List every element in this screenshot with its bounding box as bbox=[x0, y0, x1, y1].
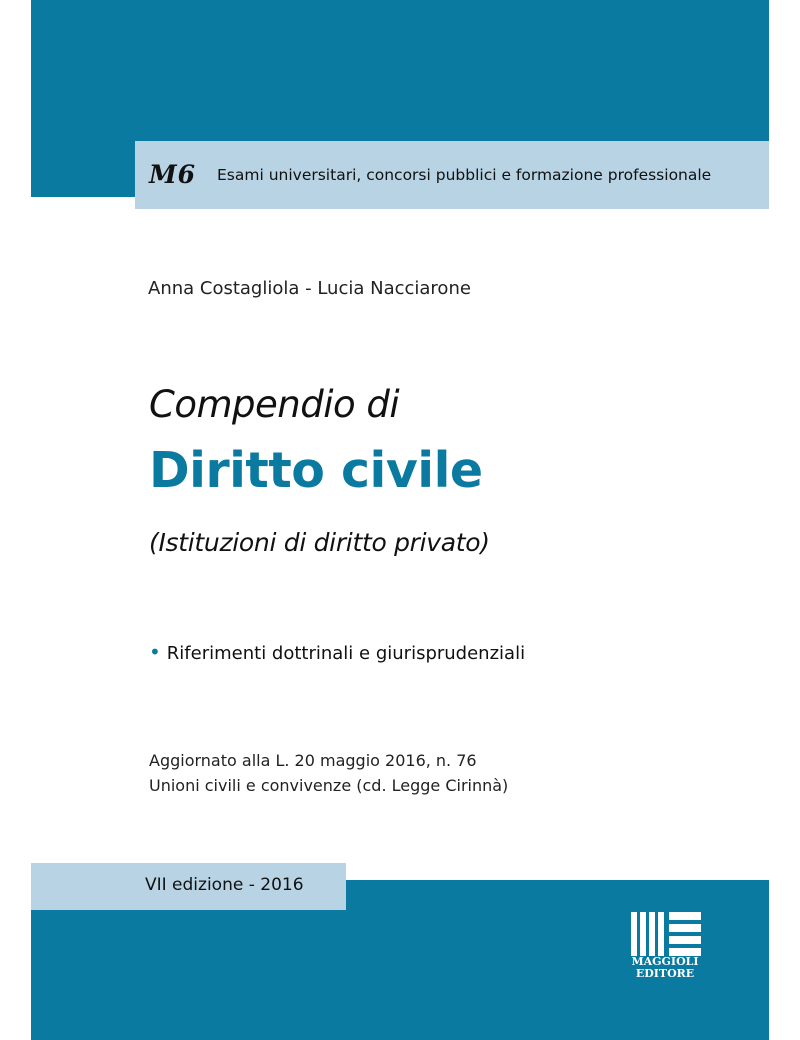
feature-text: Riferimenti dottrinali e giurisprudenziali bbox=[166, 643, 526, 664]
publisher-logo bbox=[613, 912, 717, 982]
authors: Anna Costagliola - Lucia Nacciarone bbox=[148, 278, 471, 299]
update-line-1: Aggiornato alla L. 20 maggio 2016, n. 76 bbox=[149, 751, 477, 770]
feature-item bbox=[149, 640, 525, 664]
update-note bbox=[149, 748, 508, 798]
book-cover bbox=[31, 0, 769, 1040]
series-bar bbox=[135, 141, 769, 209]
edition-text: VII edizione - 2016 bbox=[145, 875, 304, 895]
publisher-name: MAGGIOLI bbox=[631, 955, 699, 968]
publisher-label: EDITORE bbox=[635, 967, 695, 980]
series-text: Esami universitari, concorsi pubblici e formazione professionale bbox=[217, 166, 712, 184]
book-subtitle: (Istituzioni di diritto privato) bbox=[149, 528, 490, 557]
pre-title: Compendio di bbox=[149, 383, 400, 426]
bullet-icon: • bbox=[149, 640, 161, 664]
update-line-2: Unioni civili e convivenze (cd. Legge Cirinnà) bbox=[149, 776, 509, 795]
series-code: M6 bbox=[149, 160, 197, 189]
maggioli-logo-icon bbox=[631, 912, 701, 956]
book-title: Diritto civile bbox=[149, 442, 483, 499]
edition-bar bbox=[31, 863, 346, 910]
